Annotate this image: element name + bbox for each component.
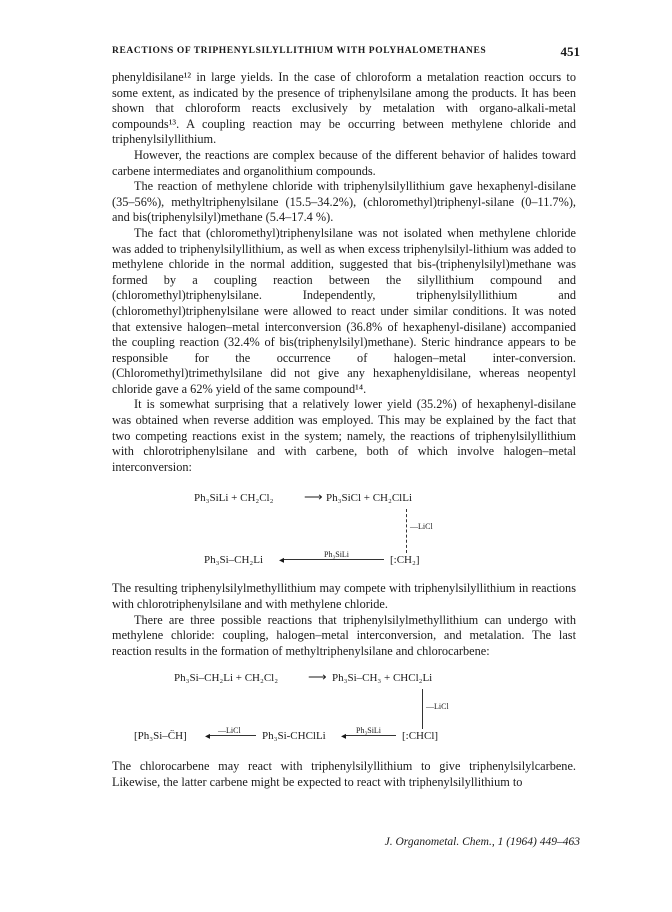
paragraph: The fact that (chloromethyl)triphenylsilane was not isolated when methylene chloride was added to triphenylsilyllithium, as well as when excess triphenylsilyl-lithium was added to methylene chloride in the normal addition, suggested that bis-(triphenylsilyl)methane was formed by a coupling reaction between the silyllithium compound and (chloromethyl)triphenylsilane. Independently, triphenylsilyllithium and (chloromethyl)triphenylsilane were allowed to react under similar conditions. It was noted that extensive halogen–metal interconversion (36.8% of hexaphenyl-disilane) accompanied the coupling reaction (32.4% of bis(triphenylsilyl)methane). Steric hindrance appears to be responsible for the occurrence of halogen–metal inter-conversion. (Chloromethyl)trimethylsilane did not give any hexaphenyldisilane, whereas neopentyl chloride gave a 62% yield of the same compound¹⁴. xyxy=(112,225,576,396)
scheme-product: Ph₃Si–CH₂Li xyxy=(204,554,264,567)
journal-citation: J. Organometal. Chem., 1 (1964) 449–463 xyxy=(384,836,580,848)
paragraph: It is somewhat surprising that a relatively lower yield (35.2%) of hexaphenyl-disilane was obtained when reverse addition was employed. This may be explained by the fact that two competing reactions exist in the system; namely, the reactions of triphenylsilyllithium with chlorotriphenylsilane and with carbene, both of which involve halogen–metal interconversion: xyxy=(112,397,576,474)
down-arrow xyxy=(422,689,423,729)
scheme-products: Ph₃SiCl + CH₂ClLi xyxy=(326,492,413,505)
paragraph: phenyldisilane¹² in large yields. In the case of chloroform a metalation reaction occurs to some extent, as indicated by the presence of triphenylsilane among the products. It has been shown that chloroform reacts exclusively by metalation with organo-alkali-metal compounds¹³. A coupling reaction may be occurring between methylene chloride and triphenylsilyllithium. xyxy=(112,70,576,147)
scheme-product: [Ph₃Si–C̈H] xyxy=(134,730,187,743)
scheme-intermediate: Ph₃Si-CHClLi xyxy=(262,730,326,743)
reagent-label: Ph₃SiLi xyxy=(324,550,350,560)
running-title: REACTIONS OF TRIPHENYLSILYLLITHIUM WITH POLYHALOMETHANES xyxy=(112,46,487,56)
reagent-label: Ph₃SiLi xyxy=(356,726,382,736)
elimination-label: —LiCl xyxy=(410,522,433,532)
arrowhead: ◂ xyxy=(205,731,211,743)
paragraph: However, the reactions are complex because of the different behavior of halides toward carbene intermediates and organolithium compounds. xyxy=(112,147,576,178)
carbene-species: [:CHCl] xyxy=(402,730,439,743)
article-body xyxy=(112,70,576,791)
paragraph: There are three possible reactions that triphenylsilylmethyllithium can undergo with methylene chloride: coupling, halogen–metal interconversion, and metalation. The last reaction results in the formation of methyltriphenylsilane and chlorocarbene: xyxy=(112,612,576,658)
page-number: 451 xyxy=(560,44,580,59)
elimination-label-2: —LiCl xyxy=(218,726,241,736)
carbene-species: [:CH₂] xyxy=(390,554,420,567)
elimination-label: —LiCl xyxy=(426,702,449,712)
reaction-scheme-2 xyxy=(112,669,576,749)
paragraph: The reaction of methylene chloride with triphenylsilyllithium gave hexaphenyl-disilane (35–56%), methyltriphenylsilane (15.5–34.2%), (chloromethyl)triphenyl-silane (0–11.7%), and bis(triphenylsilyl)methane (5.4–17.4 %). xyxy=(112,179,576,225)
scheme-products: Ph₃Si–CH₃ + CHCl₂Li xyxy=(332,672,433,685)
reaction-arrow: ⟶ xyxy=(304,489,323,505)
paragraph: The resulting triphenylsilylmethyllithium may compete with triphenylsilyllithium in reactions with chlorotriphenylsilane and with methylene chloride. xyxy=(112,581,576,612)
arrowhead: ◂ xyxy=(341,731,347,743)
scheme-reactants: Ph₃Si–CH₂Li + CH₂Cl₂ xyxy=(174,672,279,685)
paragraph: The chlorocarbene may react with triphenylsilyllithium to give triphenylsilylcarbene. Likewise, the latter carbene might be expected to react with triphenylsilyllithium to xyxy=(112,759,576,789)
dashed-arrow xyxy=(406,509,407,553)
scheme-reactants: Ph₃SiLi + CH₂Cl₂ xyxy=(194,492,274,505)
arrowhead: ◂ xyxy=(279,555,285,567)
reaction-scheme-1 xyxy=(112,487,576,571)
page-header xyxy=(112,44,580,64)
reaction-arrow: ⟶ xyxy=(308,669,327,685)
